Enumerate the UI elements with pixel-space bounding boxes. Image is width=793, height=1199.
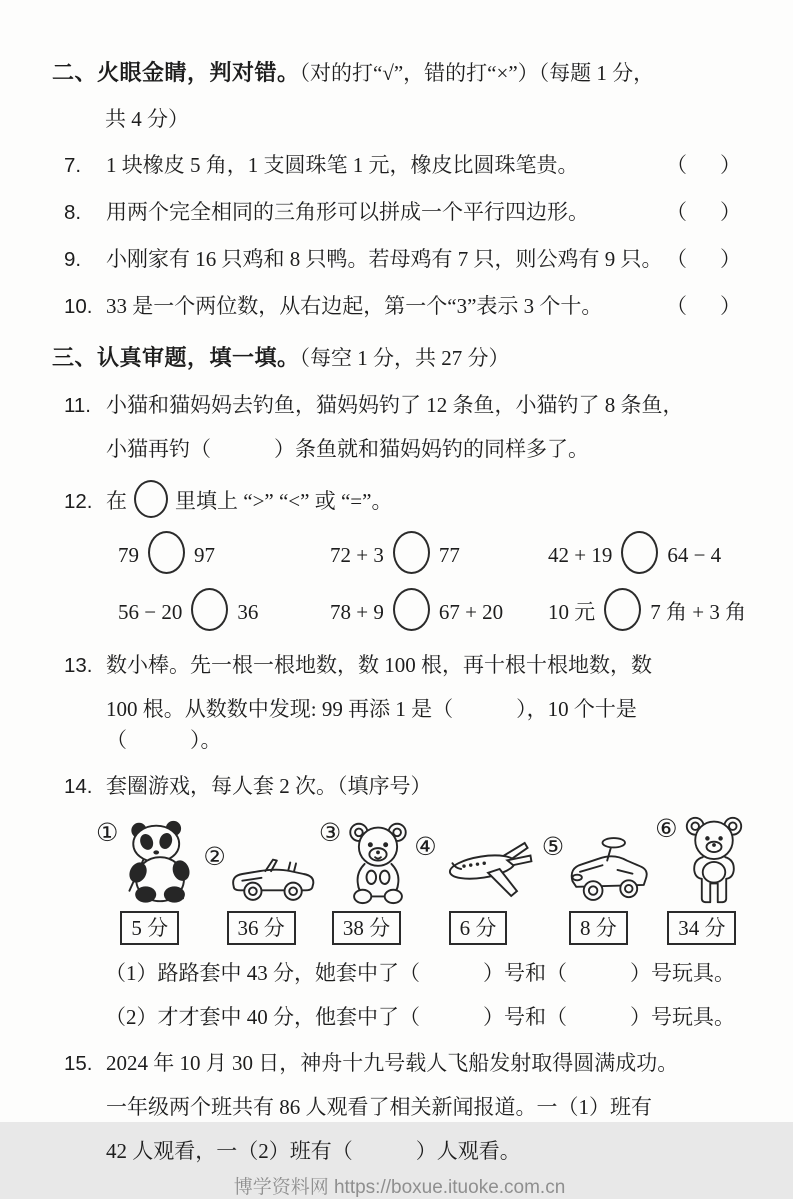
question-15-line3: 42 人观看，一（2）班有（ ）人观看。	[106, 1139, 521, 1163]
convertible-car-icon	[227, 842, 319, 906]
question-number: 12.	[64, 490, 93, 513]
question-number: 10.	[64, 295, 93, 318]
comparison-item: 42 + 19 64 − 4	[548, 531, 747, 578]
toys-row	[96, 814, 747, 945]
question-14: 14. 套圈游戏，每人套 2 次。（填序号）	[64, 771, 747, 802]
toy-number: ⑥	[655, 814, 678, 843]
panda-icon	[119, 818, 203, 906]
toy-item-airplane	[414, 832, 541, 945]
answer-bracket: （ ）	[666, 247, 747, 271]
toy-item-panda	[96, 818, 203, 945]
toy-number: ⑤	[541, 832, 565, 861]
score-box: 6 分	[449, 911, 508, 945]
toy-item-teddy-bear	[655, 814, 748, 945]
compare-circle	[621, 531, 658, 574]
question-8	[64, 197, 747, 228]
question-number: 11.	[64, 394, 91, 417]
section2-title: 二、火眼金睛，判对错。	[52, 60, 300, 85]
question-7	[64, 150, 747, 181]
compare-circle	[134, 480, 168, 518]
question-10	[64, 291, 747, 322]
compare-circle	[191, 588, 228, 631]
watermark: 博学资料网 https://boxue.ituoke.com.cn	[233, 1177, 566, 1198]
question-number: 8.	[64, 201, 82, 224]
question-8-text: 8. 用两个完全相同的三角形可以拼成一个平行四边形。	[64, 197, 589, 228]
toy-number: ①	[96, 818, 119, 847]
score-box: 38 分	[332, 911, 401, 945]
ride-on-car-icon	[565, 832, 655, 906]
section3-note: （每空 1 分，共 27 分）	[299, 346, 510, 370]
question-11-line2: 小猫再钓（ ）条鱼就和猫妈妈钓的同样多了。	[106, 437, 589, 461]
answer-bracket: （ ）	[666, 294, 747, 318]
comparison-item: 10 元 7 角 + 3 角	[548, 588, 747, 635]
toy-item-ride-on-car	[542, 832, 655, 945]
section2-note-cont: 共 4 分）	[105, 107, 189, 131]
question-7-text: 7. 1 块橡皮 5 角，1 支圆珠笔 1 元，橡皮比圆珠笔贵。	[64, 150, 579, 181]
score-box: 5 分	[120, 911, 179, 945]
sitting-bear-icon	[342, 818, 414, 906]
comparison-item: 56 − 20 36	[118, 588, 330, 635]
question-9	[64, 244, 747, 275]
question-number: 15.	[64, 1052, 93, 1075]
toy-item-sitting-bear	[319, 818, 414, 945]
question-number: 14.	[64, 775, 93, 798]
question-11: 11. 小猫和猫妈妈去钓鱼，猫妈妈钓了 12 条鱼，小猫钓了 8 条鱼， 小猫再钓（ ）条鱼就和猫妈妈钓的同样多了。	[64, 390, 747, 465]
question-13-line2: 100 根。从数数中发现: 99 再添 1 是（ ），10 个十是（ ）。	[106, 697, 637, 752]
score-box: 8 分	[569, 911, 628, 945]
question-10-text: 10. 33 是一个两位数，从右边起，第一个“3”表示 3 个十。	[64, 291, 602, 322]
question-15-line2: 一年级两个班共有 86 人观看了相关新闻报道。一（1）班有	[106, 1095, 652, 1119]
airplane-icon	[438, 832, 542, 906]
answer-bracket: （ ）	[666, 153, 747, 177]
comparison-item: 72 + 3 77	[330, 531, 548, 578]
compare-circle	[393, 588, 430, 631]
toy-number: ②	[203, 842, 226, 871]
comparison-item: 78 + 9 67 + 20	[330, 588, 548, 635]
question-number: 7.	[64, 154, 82, 177]
comparison-grid	[118, 531, 747, 635]
section2-heading	[52, 56, 747, 90]
section2-note: （对的打“√”，错的打“×”）（每题 1 分，	[299, 61, 655, 85]
answer-bracket: （ ）	[666, 200, 747, 224]
question-number: 13.	[64, 654, 93, 677]
score-box: 34 分	[667, 911, 736, 945]
compare-circle	[148, 531, 185, 574]
section3-heading	[52, 341, 747, 375]
section3-title: 三、认真审题，填一填。	[52, 345, 300, 370]
question-12: 12. 在 里填上 “>” “<” 或 “=”。 79 97 72 + 3 77 42 + 19 64 − 4 56 − 20 36 78 + 9 67 + 20 10 元 7 角 + 3 角	[64, 480, 747, 635]
toy-number: ④	[414, 832, 437, 861]
compare-circle	[393, 531, 430, 574]
teddy-bear-icon	[679, 814, 749, 906]
question-9-text: 9. 小刚家有 16 只鸡和 8 只鸭。若母鸡有 7 只，则公鸡有 9 只。	[64, 244, 663, 275]
question-14-sub1: （1）路路套中 43 分，她套中了（ ）号和（ ）号玩具。	[105, 961, 735, 985]
question-number: 9.	[64, 248, 82, 271]
toy-number: ③	[318, 818, 342, 847]
toy-item-convertible-car	[203, 842, 318, 945]
score-box: 36 分	[227, 911, 296, 945]
comparison-item: 79 97	[118, 531, 330, 578]
question-14-sub2: （2）才才套中 40 分，他套中了（ ）号和（ ）号玩具。	[105, 1005, 735, 1029]
question-13: 13. 数小棒。先一根一根地数，数 100 根，再十根十根地数，数 100 根。从数数中发现: 99 再添 1 是（ ），10 个十是（ ）。	[64, 650, 747, 756]
question-15: 15. 2024 年 10 月 30 日，神舟十九号载人飞船发射取得圆满成功。 一年级两个班共有 86 人观看了相关新闻报道。一（1）班有 42 人观看，一（2）班有（ ）人观看。	[64, 1048, 747, 1167]
compare-circle	[604, 588, 641, 631]
